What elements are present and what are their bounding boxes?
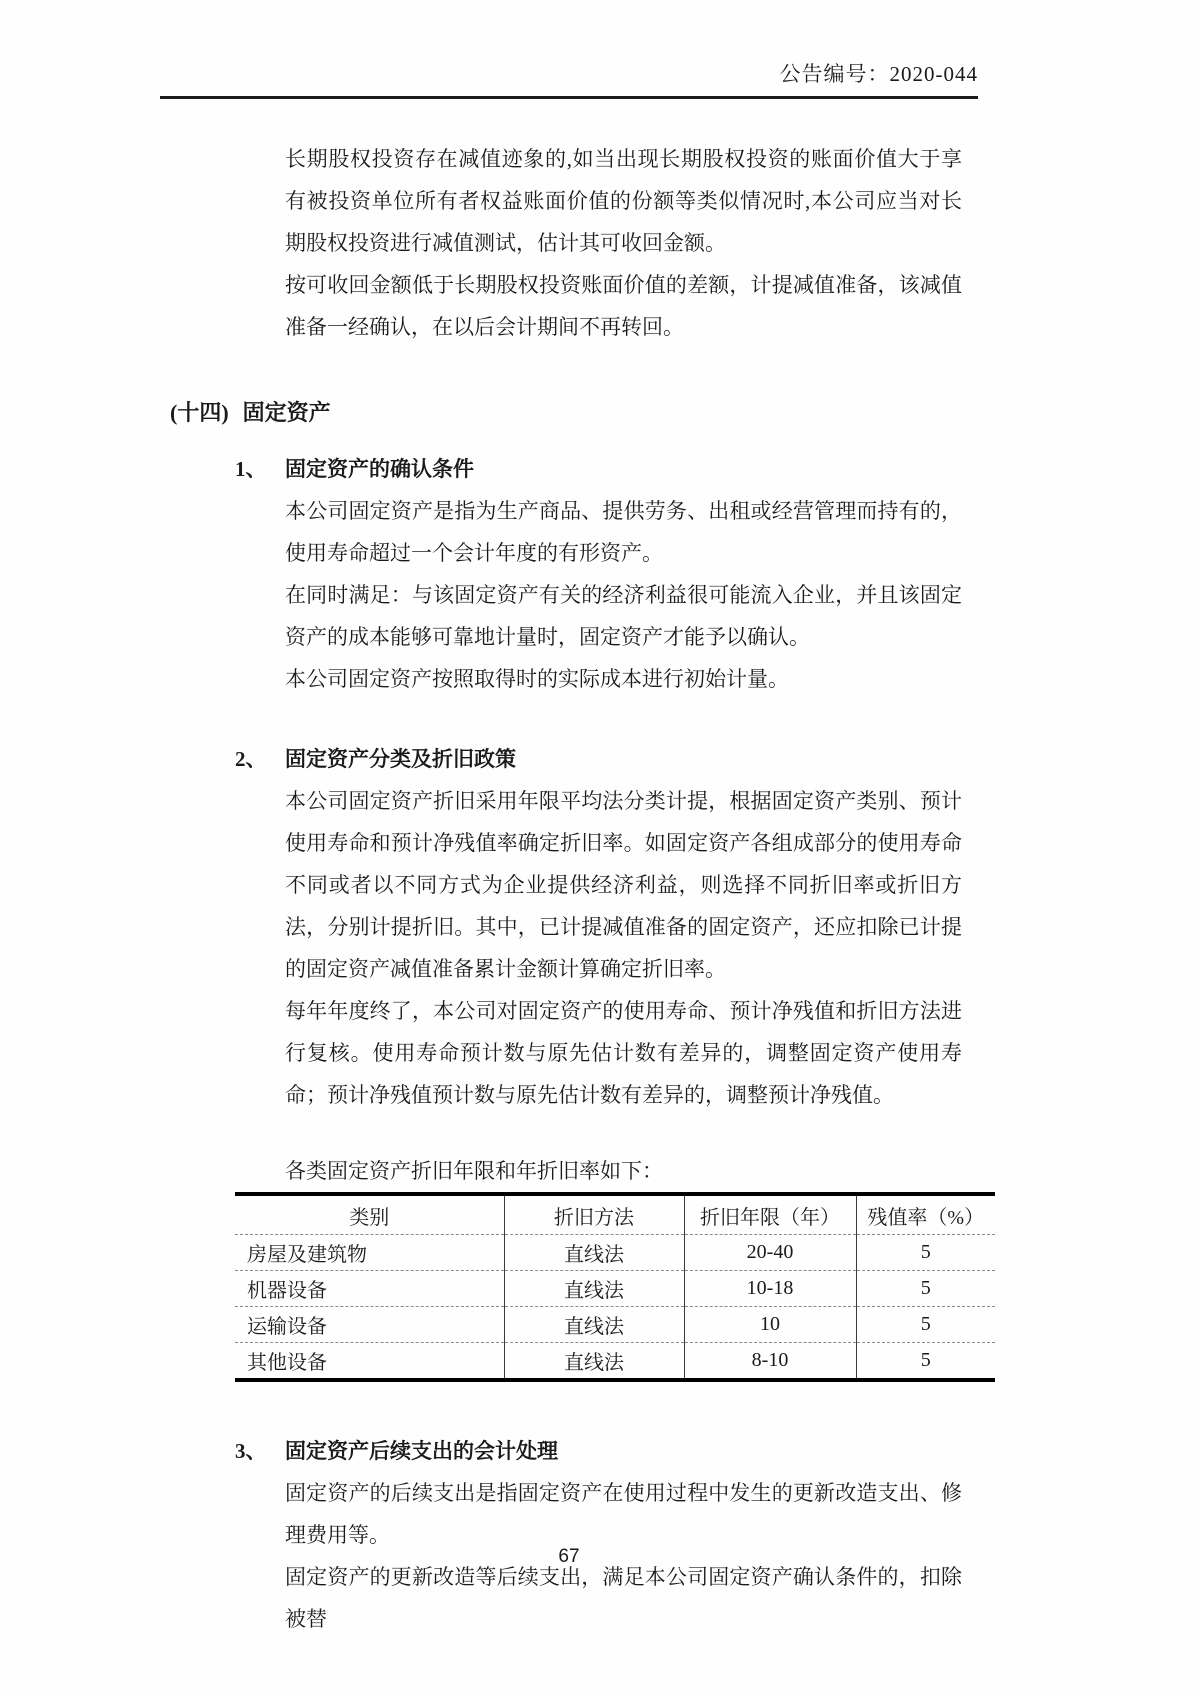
item-heading (160, 1430, 978, 1472)
table-row (235, 1343, 995, 1381)
item-heading (160, 738, 978, 780)
table-cell: 机器设备 (235, 1271, 504, 1307)
table-cell: 5 (856, 1235, 995, 1271)
table-cell: 房屋及建筑物 (235, 1235, 504, 1271)
paragraph: 本公司固定资产折旧采用年限平均法分类计提，根据固定资产类别、预计使用寿命和预计净残值率确定折旧率。如固定资产各组成部分的使用寿命不同或者以不同方式为企业提供经济利益，则选择不同折旧率或折旧方法，分别计提折旧。其中，已计提减值准备的固定资产，还应扣除已计提的固定资产减值准备累计金额计算确定折旧率。 (285, 789, 962, 981)
table-cell: 直线法 (504, 1235, 684, 1271)
table-row (235, 1307, 995, 1343)
item-number: 3、 (235, 1439, 267, 1463)
document-body (160, 0, 985, 1640)
item-2 (160, 738, 978, 1116)
table-cell: 10-18 (684, 1271, 856, 1307)
page-number: 67 (558, 1546, 580, 1567)
paragraph: 固定资产的更新改造等后续支出，满足本公司固定资产确认条件的，扣除被替 (285, 1565, 962, 1631)
item-number: 2、 (235, 747, 267, 771)
table-cell: 其他设备 (235, 1343, 504, 1381)
table-row (235, 1235, 995, 1271)
paragraph: 固定资产的后续支出是指固定资产在使用过程中发生的更新改造支出、修理费用等。 (285, 1481, 962, 1547)
item-heading (160, 448, 978, 490)
item-3 (160, 1430, 978, 1640)
table-cell: 直线法 (504, 1343, 684, 1381)
table-cell: 10 (684, 1307, 856, 1343)
announcement-number: 公告编号：2020-044 (779, 62, 978, 86)
table-header-cell: 残值率（%） (856, 1194, 995, 1235)
section-number: (十四) (170, 400, 229, 425)
item-1 (160, 448, 978, 700)
table-cell: 运输设备 (235, 1307, 504, 1343)
section-title: 固定资产 (242, 400, 331, 425)
paragraph: 在同时满足：与该固定资产有关的经济利益很可能流入企业，并且该固定资产的成本能够可靠地计量时，固定资产才能予以确认。 (285, 583, 962, 649)
paragraph: 长期股权投资存在减值迹象的,如当出现长期股权投资的账面价值大于享有被投资单位所有者权益账面价值的份额等类似情况时,本公司应当对长期股权投资进行减值测试，估计其可收回金额。 (285, 147, 962, 255)
table-cell: 5 (856, 1307, 995, 1343)
section-heading (160, 398, 978, 428)
table-cell: 5 (856, 1343, 995, 1381)
paragraph: 本公司固定资产是指为生产商品、提供劳务、出租或经营管理而持有的，使用寿命超过一个会计年度的有形资产。 (285, 499, 962, 565)
depreciation-table-section (160, 1150, 985, 1382)
paragraph: 每年年度终了，本公司对固定资产的使用寿命、预计净残值和折旧方法进行复核。使用寿命预计数与原先估计数有差异的，调整固定资产使用寿命；预计净残值预计数与原先估计数有差异的，调整预计净残值。 (285, 999, 962, 1107)
paragraph: 本公司固定资产按照取得时的实际成本进行初始计量。 (285, 667, 789, 691)
table-cell: 5 (856, 1271, 995, 1307)
item-number: 1、 (235, 457, 267, 481)
item-title: 固定资产后续支出的会计处理 (285, 1439, 558, 1463)
table-cell: 8-10 (684, 1343, 856, 1381)
table-cell: 20-40 (684, 1235, 856, 1271)
table-intro: 各类固定资产折旧年限和年折旧率如下： (285, 1159, 663, 1183)
item-title: 固定资产分类及折旧政策 (285, 747, 516, 771)
table-header-cell: 折旧年限（年） (684, 1194, 856, 1235)
paragraph: 按可收回金额低于长期股权投资账面价值的差额，计提减值准备，该减值准备一经确认，在以后会计期间不再转回。 (285, 273, 962, 339)
table-header-row (235, 1194, 995, 1235)
table-row (235, 1271, 995, 1307)
table-header-cell: 类别 (349, 1206, 390, 1229)
table-header-cell: 折旧方法 (504, 1194, 684, 1235)
depreciation-table (235, 1192, 995, 1382)
table-cell: 直线法 (504, 1307, 684, 1343)
item-title: 固定资产的确认条件 (285, 457, 474, 481)
table-cell: 直线法 (504, 1271, 684, 1307)
